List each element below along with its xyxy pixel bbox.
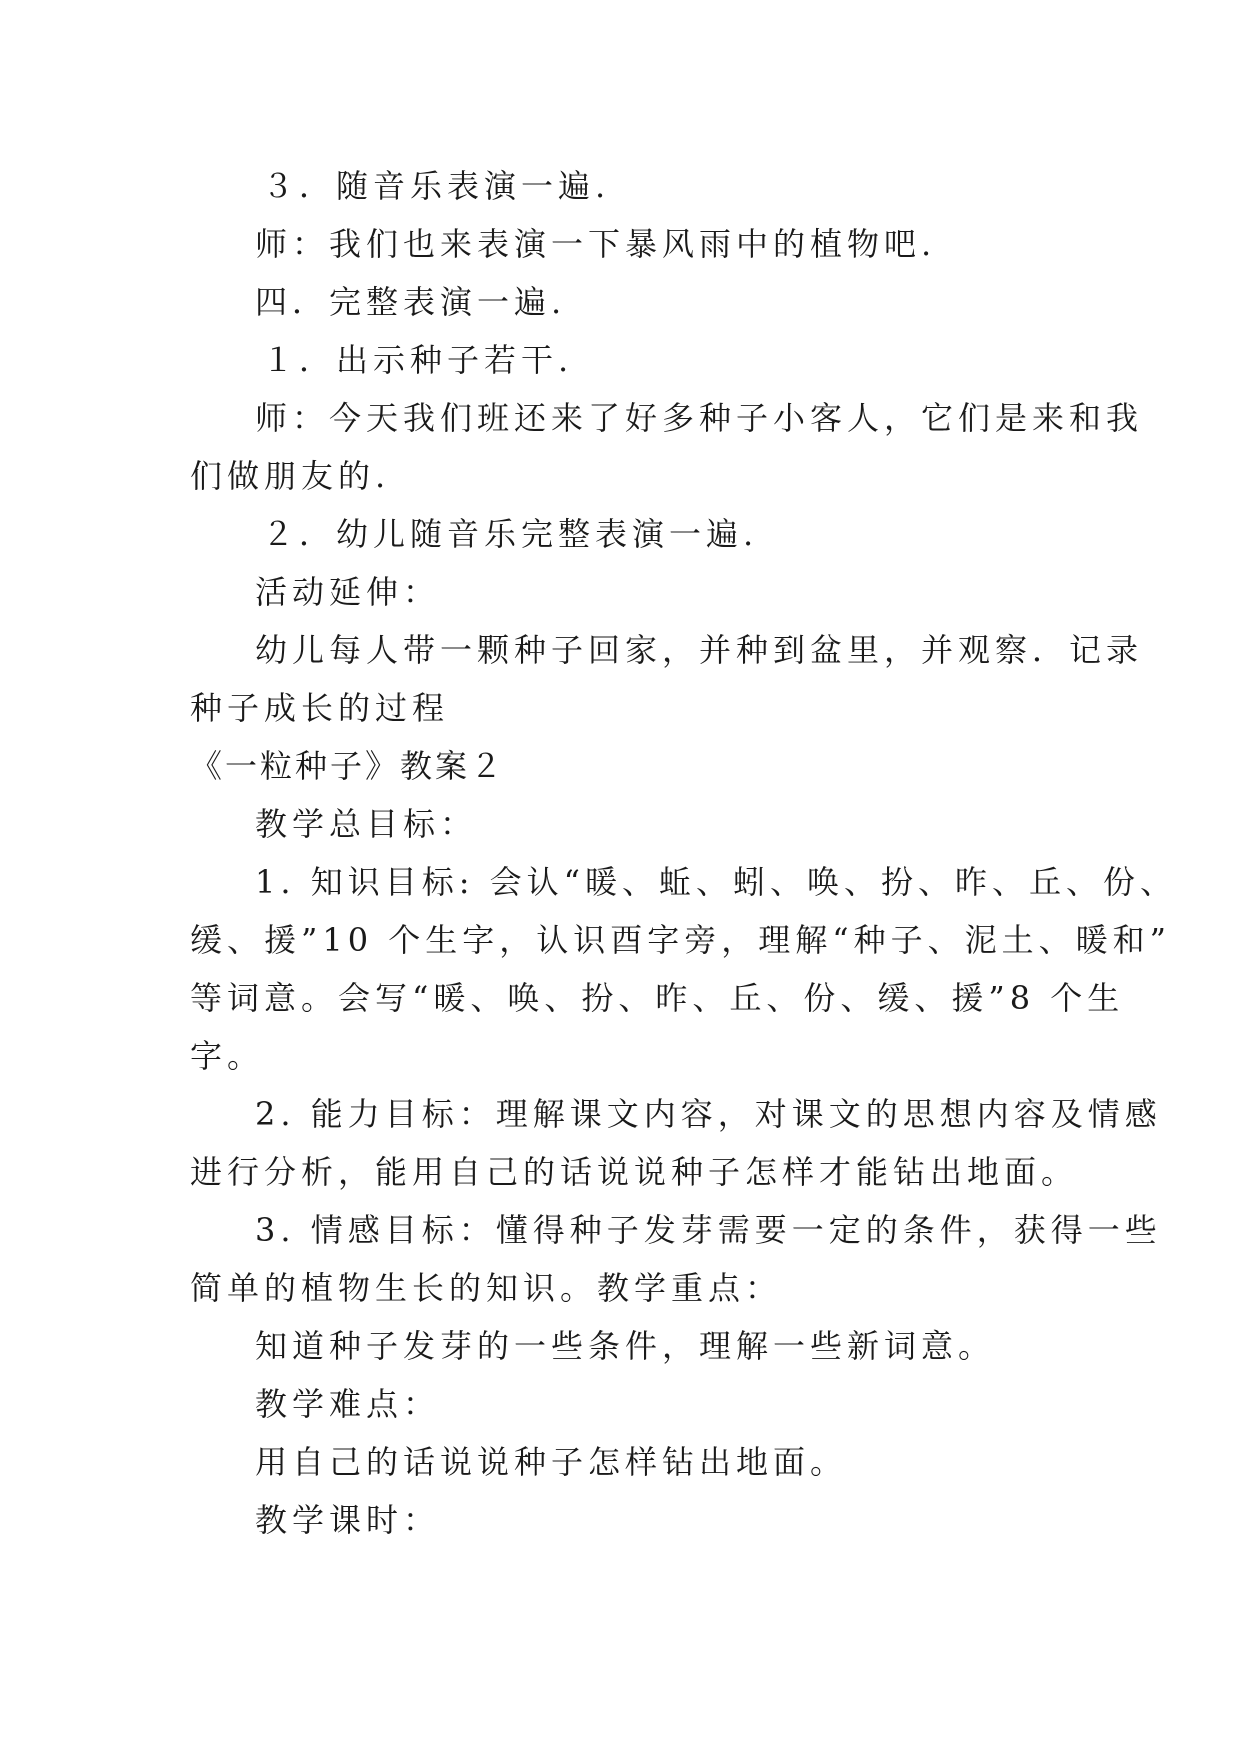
activity-extension-text: 幼儿每人带一颗种子回家，并种到盆里，并观察．记录 — [255, 631, 1144, 669]
step-2-full-performance: ２．幼儿随音乐完整表演一遍. — [262, 515, 759, 553]
emotion-goal-cont: 简单的植物生长的知识。教学重点： — [190, 1269, 783, 1307]
section-4-heading: 四．完整表演一遍. — [255, 283, 567, 321]
teacher-line-seeds-cont: 们做朋友的. — [190, 457, 391, 495]
knowledge-goal-cont-3: 字。 — [190, 1037, 265, 1075]
step-1-seeds: １．出示种子若干. — [262, 341, 574, 379]
difficulty-text: 用自己的话说说种子怎样钻出地面。 — [255, 1443, 848, 1481]
activity-extension-heading: 活动延伸： — [255, 573, 441, 611]
activity-extension-text-cont: 种子成长的过程 — [190, 689, 450, 727]
ability-goal-cont: 进行分析，能用自己的话说说种子怎样才能钻出地面。 — [190, 1153, 1079, 1191]
emotion-goal: 3. 情感目标：懂得种子发芽需要一定的条件，获得一些 — [255, 1211, 1162, 1249]
lesson-plan-title: 《一粒种子》教案２ — [190, 747, 506, 785]
knowledge-goal: 1. 知识目标: 会认“暖、蚯、蚓、唤、扮、昨、丘、份、 — [255, 863, 1178, 901]
class-hours-heading: 教学课时： — [255, 1501, 441, 1539]
teacher-line-seeds: 师：今天我们班还来了好多种子小客人，它们是来和我 — [255, 399, 1144, 437]
knowledge-goal-cont-2: 等词意。会写“暖、唤、扮、昨、丘、份、缓、援”8 个生 — [190, 979, 1125, 1017]
teacher-line-storm: 师：我们也来表演一下暴风雨中的植物吧. — [255, 225, 937, 263]
ability-goal: 2. 能力目标：理解课文内容，对课文的思想内容及情感 — [255, 1095, 1162, 1133]
overall-goals-heading: 教学总目标： — [255, 805, 478, 843]
step-3-performance: ３．随音乐表演一遍. — [262, 167, 611, 205]
knowledge-goal-cont-1: 缓、援”10 个生字，认识酉字旁，理解“种子、泥土、暖和” — [190, 921, 1171, 959]
key-point-text: 知道种子发芽的一些条件，理解一些新词意。 — [255, 1327, 996, 1365]
difficulty-heading: 教学难点： — [255, 1385, 441, 1423]
